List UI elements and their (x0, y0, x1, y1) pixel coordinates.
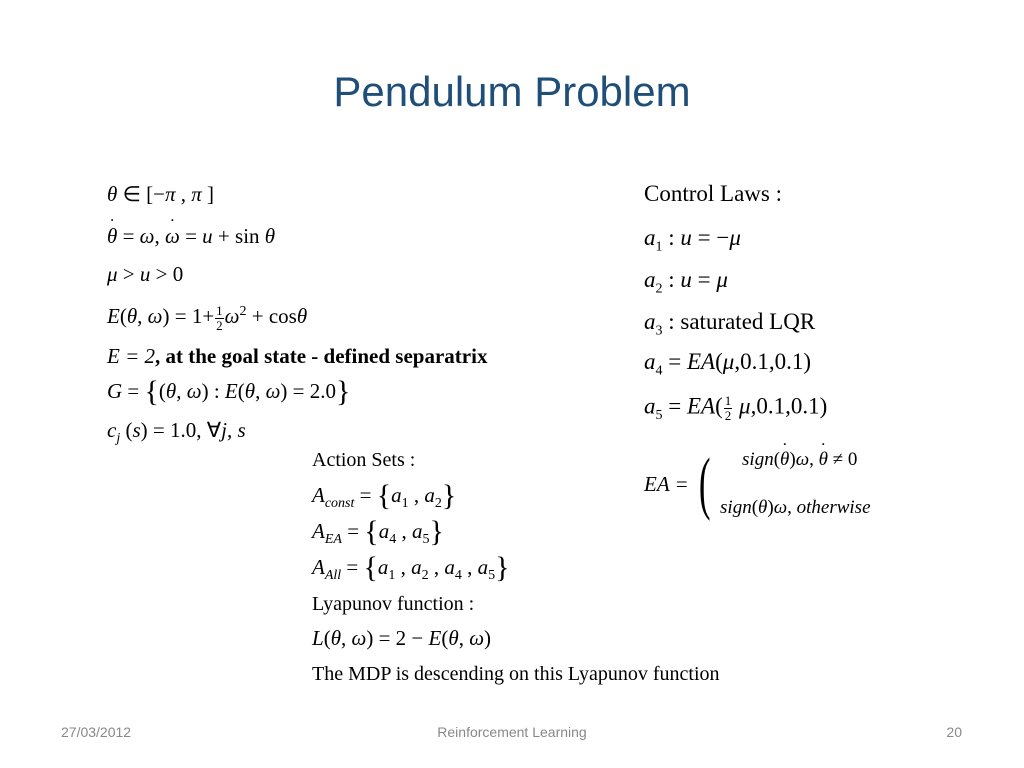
lyapunov-heading: Lyapunov function : (312, 593, 475, 615)
control-law-a1: $a_1$ : u = −μ (644, 225, 741, 255)
action-sets-heading: Action Sets : (312, 449, 416, 471)
action-set-all: $A_{All} = \{a_1$ , $a_2$ , $a_4$ , $a_5$} (312, 551, 510, 584)
goal-energy-line (107, 346, 487, 367)
action-set-ea: $A_{EA} = \{a_4$ , $a_5$} (312, 515, 444, 548)
control-bound-equation: μ > u > 0 (107, 262, 184, 286)
footer-date: 27/03/2012 (61, 724, 132, 740)
theta-range-equation: θ ∈ [−π , π ] (107, 182, 215, 206)
cost-equation: $c_j$ (s) = 1.0, ∀j, s (107, 418, 246, 447)
ea-definition (644, 446, 871, 522)
goal-energy-description: , at the goal state - defined separatrix (155, 344, 488, 368)
action-set-const: $A_{const} = \{a_1$ , $a_2$} (312, 479, 457, 512)
goal-energy-value: E = 2 (107, 344, 155, 368)
slide-title: Pendulum Problem (333, 68, 691, 115)
control-laws-heading: Control Laws : (644, 181, 782, 206)
otherwise-label: otherwise (796, 497, 871, 518)
dynamics-equation: ˙ θ = ω, ˙ ω = u + sin θ (107, 226, 275, 247)
ea-case-2: sign(θ)ω, otherwise (720, 497, 871, 518)
a3-description: saturated LQR (680, 309, 816, 334)
control-law-a4: $a_4 = EA(\mu,0.1,0.1)$ (644, 349, 811, 379)
energy-equation: E(θ, ω) = 1+ $\frac{1}{2}$ $\omega^2 + \cos\theta$ (107, 303, 308, 333)
control-law-a3: $a_3$ : saturated LQR (644, 309, 816, 339)
footer-course: Reinforcement Learning (437, 724, 587, 740)
lyapunov-equation: L(θ, ω) = 2 − E(θ, ω) (312, 626, 492, 650)
footer-page-number: 20 (946, 724, 962, 740)
ea-cases (720, 449, 871, 519)
mdp-statement: The MDP is descending on this Lyapunov function (312, 663, 720, 685)
ea-left-brace: ( (698, 445, 711, 522)
goal-set-equation: G = {(θ, ω) : E(θ, ω) = 2.0} (107, 375, 351, 408)
control-law-a2: $a_2$ : u = μ (644, 267, 728, 297)
control-law-a5: $a_5 = EA$( $\frac{1}{2}$ μ,0.1,0.1) (644, 393, 828, 424)
ea-case-1: sign(˙ θ)ω, ˙ θ ≠ 0 (720, 449, 871, 471)
ea-lhs: EA = (644, 471, 689, 496)
